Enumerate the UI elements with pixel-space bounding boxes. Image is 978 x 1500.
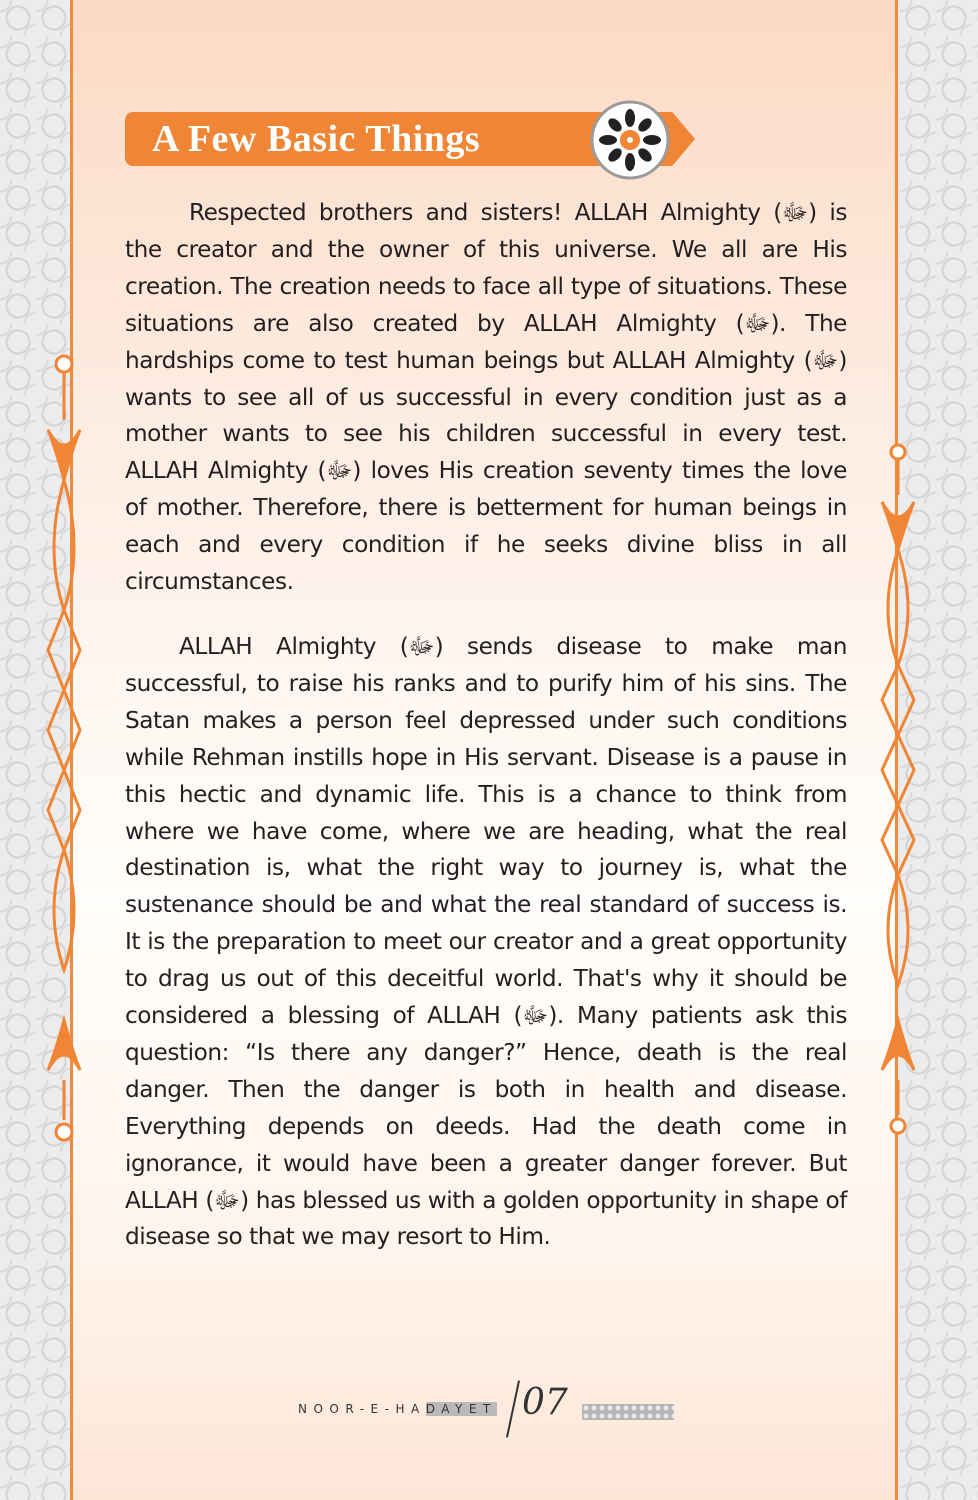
page-number: 07 [522, 1382, 568, 1423]
body-text [125, 195, 847, 1256]
left-ornament [44, 350, 84, 1150]
page-title: A Few Basic Things [152, 118, 481, 160]
footer-brand [298, 1402, 497, 1416]
paragraph-2: ALLAH Almighty (ﷻ) sends disease to make man successful, to raise his ranks and to purify him of his sins. The Satan makes a person feel depressed under such conditions while Rehman instills hope in His servant. Disease is a pause in this hectic and dynamic life. This is a chance to think from where we have come, where we are heading, what the real destination is, what the right way to journey is, what the sustenance should be and what the real standard of success is. It is the preparation to meet our creator and a great opportunity to drag us out of this deceitful world. That's why it should be considered a blessing of ALLAH (ﷻ). Many patients ask this question: “Is there any danger?” Hence, death is the real danger. Then the danger is both in health and disease. Everything depends on deeds. Had the death come in ignorance, it would have been a greater danger forever. But ALLAH (ﷻ) has blessed us with a golden opportunity in shape of disease so that we may resort to Him. [125, 632, 848, 1251]
paragraph-1: Respected brothers and sisters! ALLAH Almighty (ﷻ) is the creator and the owner of this universe. We all are His creation. The creation needs to face all type of situations. These situations are also created by ALLAH Almighty (ﷻ). The hardships come to test human beings but ALLAH Almighty (ﷻ) wants to see all of us successful in every condition just as a mother wants to see his children successful in every test. ALLAH Almighty (ﷻ) loves His creation seventy times the love of mother. Therefore, there is betterment for human beings in each and every condition if he seeks divine bliss in all circumstances. [125, 199, 848, 596]
right-ornament [878, 440, 918, 1140]
footer-brand-dark: DAYET [425, 1402, 497, 1416]
flower-medallion-icon [588, 98, 672, 182]
footer-divider [506, 1380, 520, 1437]
footer [298, 1372, 678, 1452]
footer-pattern-bar [582, 1404, 674, 1420]
footer-brand-light: NOOR-E-HA [298, 1402, 426, 1416]
